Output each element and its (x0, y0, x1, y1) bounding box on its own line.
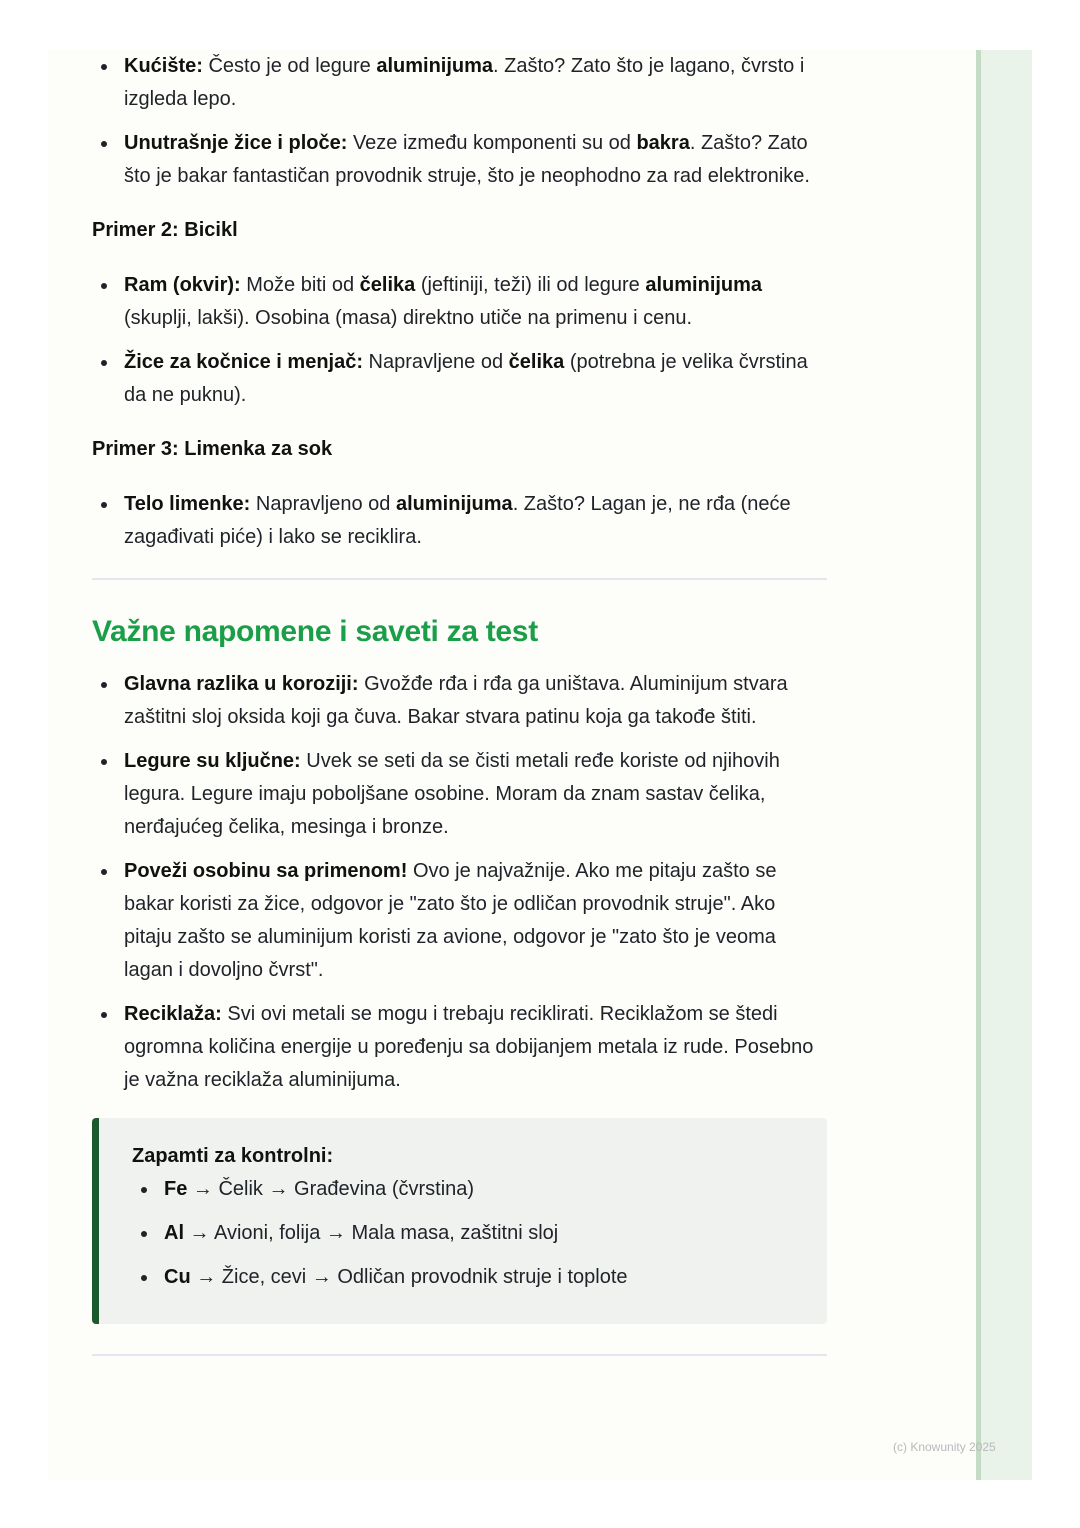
list-item (92, 488, 827, 554)
bold-text: čelika (359, 274, 416, 296)
text: Ovo je najvažnije. Ako me pitaju zašto se bakar koristi za žice, odgovor je "zato što je odličan provodnik struje". Ako pitaju zašto se aluminijum koristi za avione, odgovor je "zato što je veoma lagan i dovoljno čvrst". (124, 860, 777, 981)
text: . Zašto? Zato što je bakar fantastičan provodnik struje, što je neophodno za rad elektronike. (124, 132, 810, 187)
text: Uvek se seti da se čisti metali ređe koriste od njihovih legura. Legure imaju poboljšane osobine. Moram da znam sastav čelika, nerđajućeg čelika, mesinga i bronze. (124, 750, 780, 838)
bold-text: Cu (164, 1266, 191, 1288)
text: (potrebna je velika čvrstina da ne puknu). (124, 351, 808, 406)
text: → Avioni, folija → Mala masa, zaštitni sloj (184, 1222, 559, 1244)
list-item (92, 127, 827, 193)
text: → Žice, cevi → Odličan provodnik struje i toplote (190, 1266, 628, 1288)
bold-text: Reciklaža: (124, 1003, 222, 1025)
text: . Zašto? Lagan je, ne rđa (neće zagađivati piće) i lako se reciklira. (124, 493, 791, 548)
tips-list (92, 668, 827, 1097)
tips-heading: Važne napomene i saveti za test (92, 615, 538, 648)
text: Napravljene od (363, 351, 509, 373)
bold-text: aluminijuma (376, 55, 494, 77)
bold-text: Legure su ključne: (124, 750, 301, 772)
example-3-title: Primer 3: Limenka za sok (92, 438, 333, 460)
text: → Čelik → Građevina (čvrstina) (187, 1178, 475, 1200)
text: (skuplji, lakši). Osobina (masa) direktno utiče na primenu i cenu. (124, 307, 693, 329)
list-item (92, 998, 827, 1097)
text: Često je od legure (202, 55, 377, 77)
text: Svi ovi metali se mogu i trebaju reciklirati. Reciklažom se štedi ogromna količina energije u poređenju sa dobijanjem metala iz rude. Posebno je važna reciklaža aluminijuma. (124, 1003, 814, 1091)
bold-text: Fe (164, 1178, 188, 1200)
bold-text: bakra (636, 132, 690, 154)
example-2-title: Primer 2: Bicikl (92, 219, 238, 241)
bold-text: Telo limenke: (124, 493, 251, 515)
list-item (92, 855, 827, 987)
bold-text: Glavna razlika u koroziji: (124, 673, 359, 695)
content (92, 50, 827, 1356)
bold-text: Al (164, 1222, 184, 1244)
bold-text: aluminijuma (395, 493, 513, 515)
list-item (92, 346, 827, 412)
divider (92, 578, 827, 580)
text: (jeftiniji, teži) ili od legure (415, 274, 646, 296)
text: Napravljeno od (250, 493, 396, 515)
list-item (92, 269, 827, 335)
example-2-list (92, 269, 827, 412)
text: Može biti od (240, 274, 360, 296)
example-3-list (92, 488, 827, 554)
callout-list (132, 1173, 807, 1294)
list-item (92, 745, 827, 844)
text: Veze između komponenti su od (347, 132, 637, 154)
callout-box (92, 1118, 827, 1324)
bold-text: čelika (508, 351, 565, 373)
callout-title: Zapamti za kontrolni: (132, 1145, 334, 1167)
bold-text: Žice za kočnice i menjač: (124, 351, 363, 373)
footer-copyright: (c) Knowunity 2025 (893, 1440, 996, 1454)
text: . Zašto? Zato što je lagano, čvrsto i izgleda lepo. (124, 55, 805, 110)
bold-text: Kućište: (124, 55, 203, 77)
list-item (132, 1261, 807, 1294)
text: Gvožđe rđa i rđa ga uništava. Aluminijum stvara zaštitni sloj oksida koji ga čuva. Bakar stvara patinu koja ga takođe štiti. (124, 673, 788, 728)
bold-text: Unutrašnje žice i ploče: (124, 132, 348, 154)
bottom-divider (92, 1354, 827, 1356)
list-item (132, 1173, 807, 1206)
side-strip (976, 50, 1032, 1480)
list-item (92, 50, 827, 116)
list-item (132, 1217, 807, 1250)
intro-list (92, 50, 827, 193)
bold-text: aluminijuma (645, 274, 763, 296)
bold-text: Ram (okvir): (124, 274, 241, 296)
list-item (92, 668, 827, 734)
bold-text: Poveži osobinu sa primenom! (124, 860, 408, 882)
